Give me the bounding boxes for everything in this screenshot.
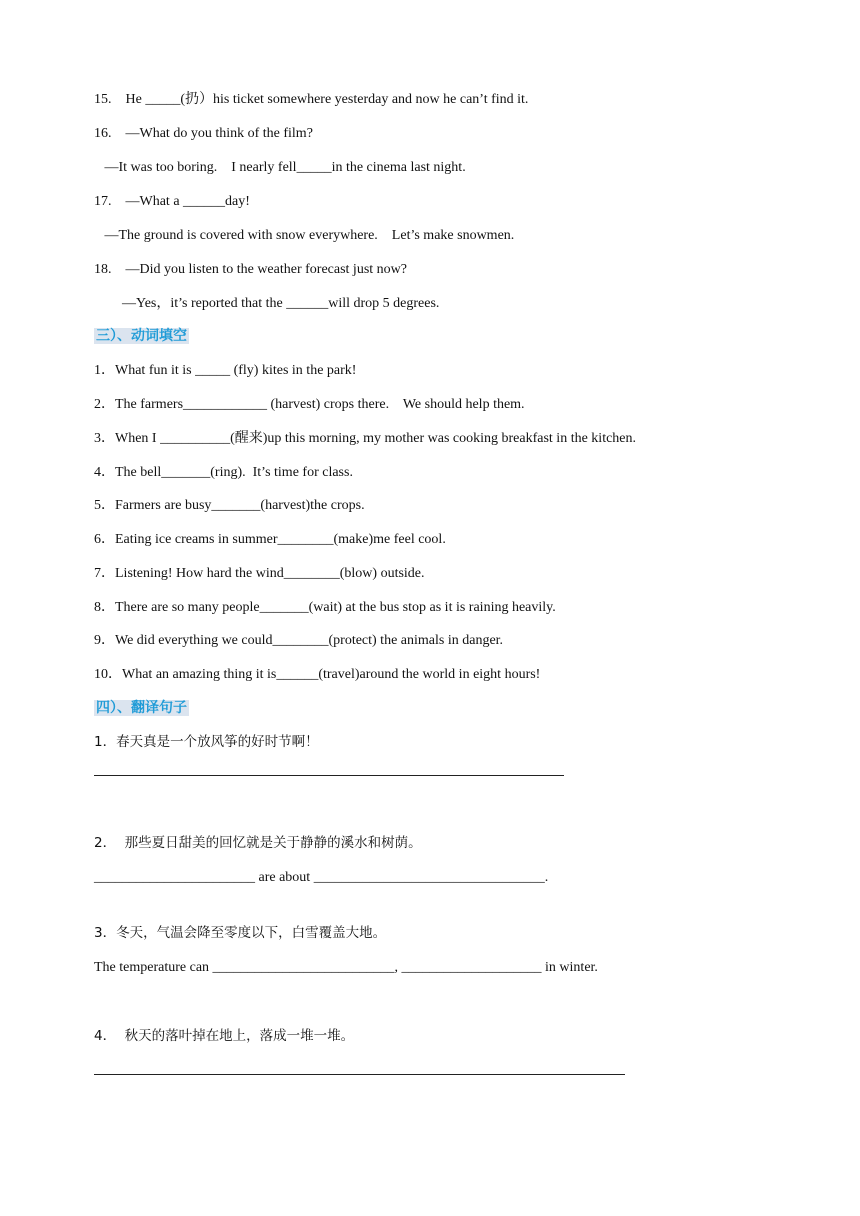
verb-item-3: 3．When I __________(醒来)up this morning, my mother was cooking breakfast in the kitchen. [94,431,637,446]
verb-item-4: 4．The bell_______(ring). It’s time for class. [94,465,353,480]
verb-item-10: 10．What an amazing thing it is______(travel)around the world in eight hours! [94,667,541,682]
verb-item-5: 5．Farmers are busy_______(harvest)the crops. [94,498,365,513]
verb-item-2: 2．The farmers____________ (harvest) crops there. We should help them. [94,397,525,412]
translate-q3-answer[interactable]: The temperature can __________________________, ____________________ in winter. [94,960,598,975]
translate-q1-answer-line[interactable] [94,775,564,776]
verb-item-7: 7．Listening! How hard the wind________(blow) outside. [94,566,425,581]
verb-item-1: 1．What fun it is _____ (fly) kites in the park! [94,363,357,378]
translate-q4: 4． 秋天的落叶掉在地上，落成一堆一堆。 [94,1028,355,1044]
question-16: 16. —What do you think of the film? [94,126,313,141]
question-18-reply: —Yes，it’s reported that the ______will drop 5 degrees. [94,296,440,311]
verb-item-9: 9．We did everything we could________(protect) the animals in danger. [94,633,504,648]
question-16-reply: —It was too boring. I nearly fell_____in the cinema last night. [94,160,466,175]
translate-q4-answer-line[interactable] [94,1074,625,1075]
verb-item-8: 8．There are so many people_______(wait) at the bus stop as it is raining heavily. [94,600,556,615]
section-3-heading: 三）、动词填空 [96,328,187,344]
translate-q3: 3．冬天，气温会降至零度以下，白雪覆盖大地。 [94,925,387,941]
section-3-heading-row [94,327,189,346]
translate-q1: 1．春天真是一个放风筝的好时节啊！ [94,734,319,750]
question-17-reply: —The ground is covered with snow everywhere. Let’s make snowmen. [94,228,515,243]
question-15: 15. He _____(扔）his ticket somewhere yesterday and now he can’t find it. [94,92,529,107]
section-4-heading: 四）、翻译句子 [96,700,187,716]
translate-q2: 2． 那些夏日甜美的回忆就是关于静静的溪水和树荫。 [94,835,422,851]
question-18: 18. —Did you listen to the weather forecast just now? [94,262,407,277]
question-17: 17. —What a ______day! [94,194,250,209]
verb-item-6: 6．Eating ice creams in summer________(make)me feel cool. [94,532,446,547]
translate-q2-answer[interactable]: _______________________ are about _________________________________. [94,870,549,885]
section-4-heading-row [94,699,189,718]
